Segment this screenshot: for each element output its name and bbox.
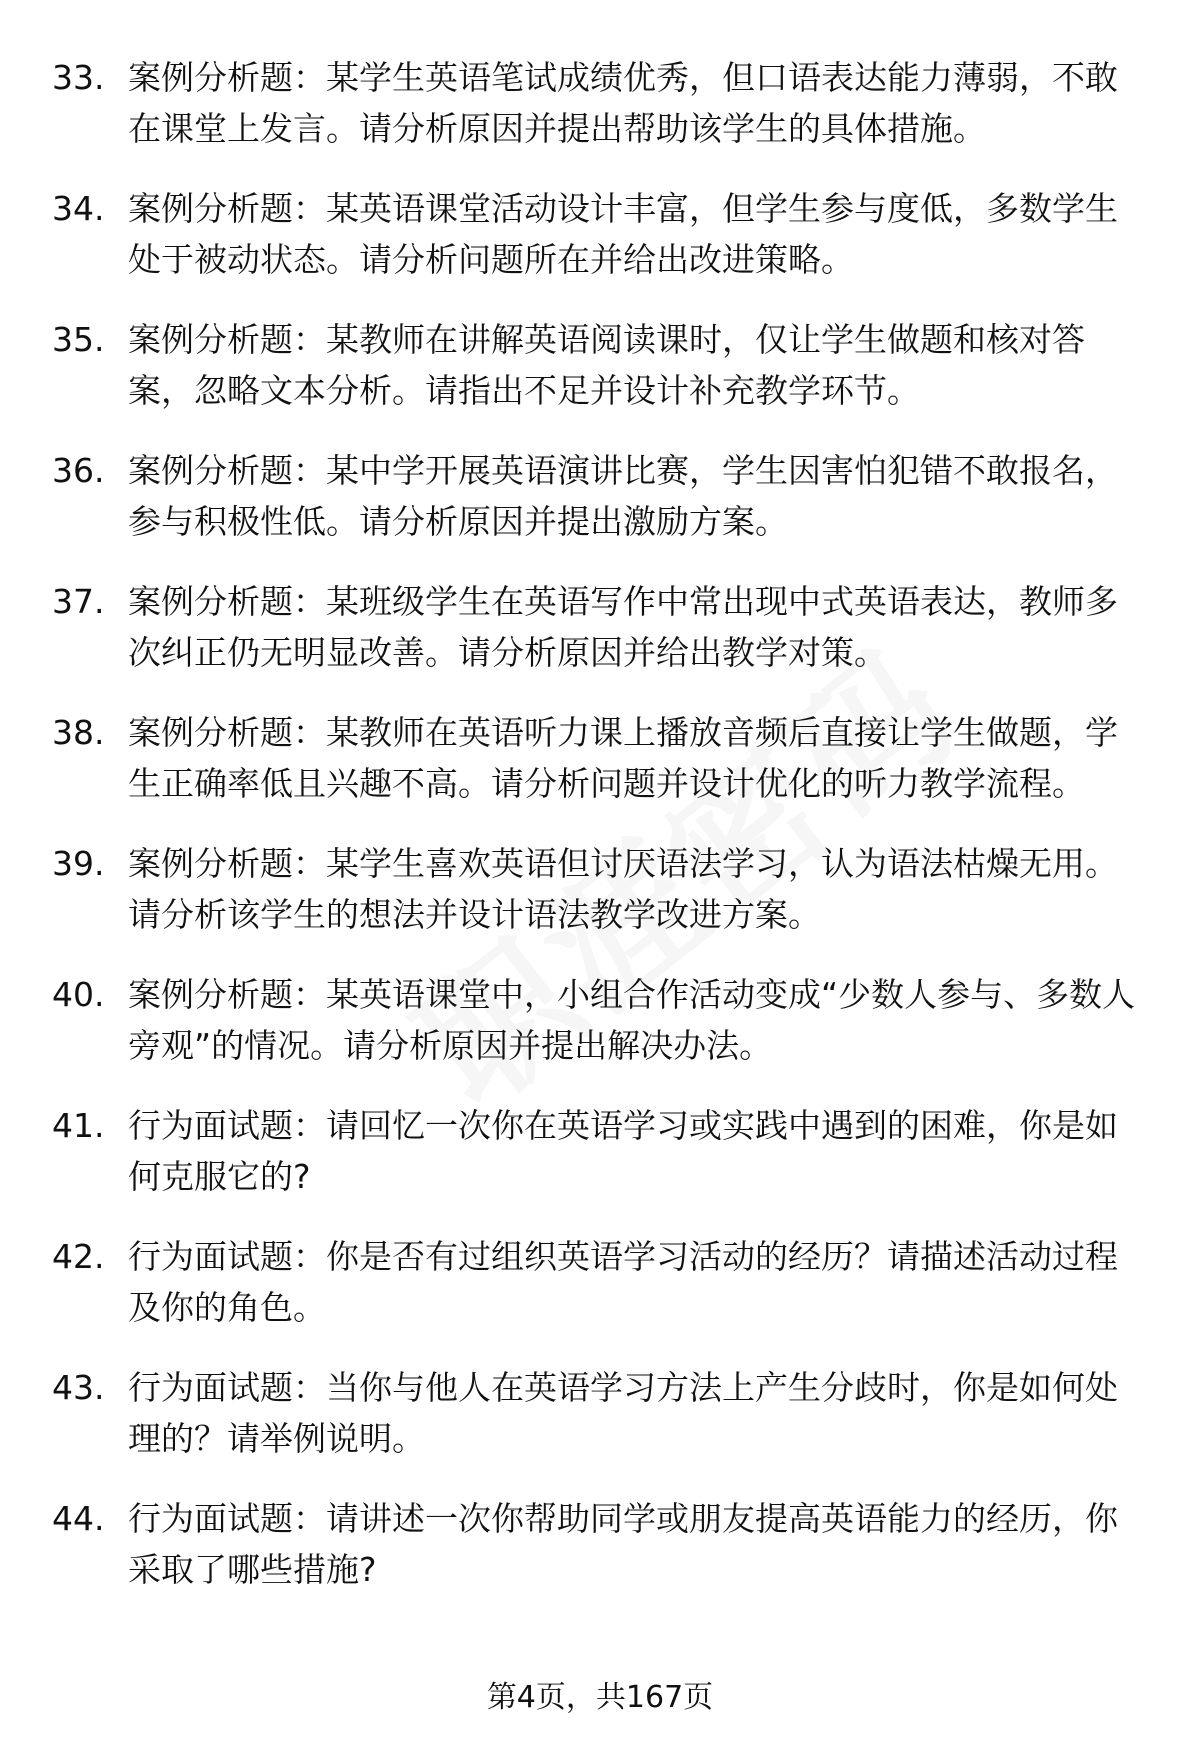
question-text: 行为面试题：你是否有过组织英语学习活动的经历？请描述活动过程及你的角色。 bbox=[128, 1237, 1118, 1327]
question-number: 37. bbox=[52, 582, 105, 621]
question-text: 案例分析题：某班级学生在英语写作中常出现中式英语表达，教师多次纠正仍无明显改善。请分析原因并给出教学对策。 bbox=[128, 582, 1118, 672]
question-number: 33. bbox=[52, 58, 105, 97]
question-text: 案例分析题：某英语课堂中，小组合作活动变成“少数人参与、多数人旁观”的情况。请分析原因并提出解决办法。 bbox=[128, 975, 1136, 1065]
question-number: 40. bbox=[52, 975, 105, 1014]
question-text: 案例分析题：某学生英语笔试成绩优秀，但口语表达能力薄弱，不敢在课堂上发言。请分析原因并提出帮助该学生的具体措施。 bbox=[128, 58, 1118, 148]
question-item bbox=[0, 183, 1200, 285]
question-number: 34. bbox=[52, 189, 105, 228]
question-item bbox=[0, 838, 1200, 940]
question-item bbox=[0, 314, 1200, 416]
question-number: 36. bbox=[52, 451, 105, 490]
question-item bbox=[0, 707, 1200, 809]
page-footer: 第4页，共167页 bbox=[486, 1680, 714, 1715]
question-item bbox=[0, 576, 1200, 678]
question-item bbox=[0, 969, 1200, 1071]
question-number: 39. bbox=[52, 844, 105, 883]
question-text: 案例分析题：某学生喜欢英语但讨厌语法学习，认为语法枯燥无用。请分析该学生的想法并设计语法教学改进方案。 bbox=[128, 844, 1118, 934]
question-text: 行为面试题：请回忆一次你在英语学习或实践中遇到的困难，你是如何克服它的? bbox=[128, 1106, 1118, 1196]
question-item bbox=[0, 1493, 1200, 1595]
question-item bbox=[0, 1362, 1200, 1464]
question-number: 42. bbox=[52, 1237, 105, 1276]
question-number: 38. bbox=[52, 713, 105, 752]
question-number: 43. bbox=[52, 1368, 105, 1407]
question-text: 案例分析题：某中学开展英语演讲比赛，学生因害怕犯错不敢报名，参与积极性低。请分析原因并提出激励方案。 bbox=[128, 451, 1118, 541]
question-text: 案例分析题：某教师在讲解英语阅读课时，仅让学生做题和核对答案，忽略文本分析。请指出不足并设计补充教学环节。 bbox=[128, 320, 1085, 410]
question-text: 行为面试题：当你与他人在英语学习方法上产生分歧时，你是如何处理的？请举例说明。 bbox=[128, 1368, 1118, 1458]
question-list bbox=[0, 52, 1200, 1624]
question-number: 41. bbox=[52, 1106, 105, 1145]
question-text: 案例分析题：某英语课堂活动设计丰富，但学生参与度低，多数学生处于被动状态。请分析问题所在并给出改进策略。 bbox=[128, 189, 1118, 279]
question-text: 行为面试题：请讲述一次你帮助同学或朋友提高英语能力的经历，你采取了哪些措施? bbox=[128, 1499, 1118, 1589]
question-number: 35. bbox=[52, 320, 105, 359]
question-item bbox=[0, 1231, 1200, 1333]
question-number: 44. bbox=[52, 1499, 105, 1538]
question-text: 案例分析题：某教师在英语听力课上播放音频后直接让学生做题，学生正确率低且兴趣不高。请分析问题并设计优化的听力教学流程。 bbox=[128, 713, 1118, 803]
question-item bbox=[0, 445, 1200, 547]
question-item bbox=[0, 52, 1200, 154]
question-item bbox=[0, 1100, 1200, 1202]
